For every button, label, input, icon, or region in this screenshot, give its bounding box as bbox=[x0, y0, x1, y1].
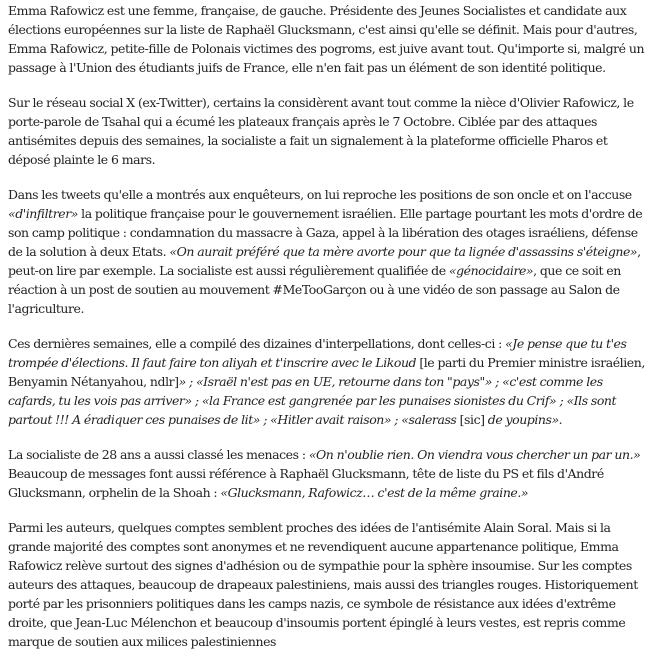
paragraph-tweets bbox=[8, 185, 648, 318]
quote-text: «d'infiltrer» bbox=[8, 206, 78, 221]
paragraph-social-network bbox=[8, 93, 648, 169]
body-text: la politique française pour le gouvernement israélien. Elle partage pourtant les mots d'ordre de son camp politique : condamnation du massacre à Gaza, appel à la libération des otages israéliens, défense de la solution à deux Etats. bbox=[8, 206, 643, 259]
body-text: Parmi les auteurs, quelques comptes semblent proches des idées de l'antisémite Alain Soral. Mais si la grande majorité des comptes sont anonymes et ne revendiquent aucune appartenance politique, Emma Rafowicz relève surtout des signes d'adhésion ou de sympathie pour la sphère insoumise. Sur les comptes auteurs des attaques, beaucoup de drapeaux palestiniens, mais aussi des triangles rouges. Historiquement porté par les prisonniers politiques dans les camps nazis, ce symbole de résistance aux idées d'extrême droite, que Jean-Luc Mélenchon et beaucoup d'insoumis portent épinglé à leurs vestes, est repris comme marque de soutien aux milices palestiniennes bbox=[8, 520, 638, 649]
body-text: [le parti du Premier ministre israélien, Benyamin Nétanyahou, ndlr] bbox=[8, 355, 645, 389]
body-text: Beaucoup de messages font aussi référence à Raphaël Glucksmann, tête de liste du PS et fils d'André Glucksmann, orphelin de la Shoah : bbox=[8, 466, 604, 500]
quote-text: «On n'oublie rien. On viendra vous chercher un par un.» bbox=[308, 447, 641, 462]
quote-text: «génocidaire» bbox=[448, 263, 534, 278]
body-text: Sur le réseau social X (ex-Twitter), certains la considèrent avant tout comme la nièce d'Olivier Rafowicz, le porte-parole de Tsahal qui a écumé les plateaux français après le 7 Octobre. Ciblée par des attaques antisémites depuis des semaines, la socialiste a fait un signalement à la plateforme officielle Pharos et déposé plainte le 6 mars. bbox=[8, 95, 634, 167]
body-text: La socialiste de 28 ans a aussi classé les menaces : bbox=[8, 447, 309, 462]
body-text: Emma Rafowicz est une femme, française, de gauche. Présidente des Jeunes Socialistes et candidate aux élections européennes sur la liste de Raphaël Glucksmann, c'est ainsi qu'elle se définit. Mais pour d'autres, Emma Rafowicz, petite-fille de Polonais victimes des pogroms, est juive avant tout. Qu'importe si, malgré un passage à l'Union des étudiants juifs de France, elle n'en fait pas un élément de son identité politique. bbox=[8, 3, 645, 75]
paragraph-interpellations bbox=[8, 334, 648, 429]
quote-text: » ; «Israël n'est pas en UE, retourne dans ton "pays"» ; «c'est comme les cafards, tu les vois pas arriver» ; «la France est gangrenée par les punaises sionistes du Crif» ; «Ils sont partout !!! A éradiquer ces punaises de lit» ; «Hitler avait raison» ; «salerass bbox=[8, 374, 617, 427]
article-body bbox=[8, 1, 648, 667]
quote-text: «Glucksmann, Rafowicz… c'est de la même graine.» bbox=[220, 485, 529, 500]
quote-text: de youpins». bbox=[487, 412, 563, 427]
quote-text: «On aurait préféré que ta mère avorte pour que ta lignée d'assassins s'éteigne» bbox=[169, 244, 638, 259]
quote-text: «Je pense que tu t'es trompée d'élections. Il faut faire ton aliyah et t'inscrire avec le Likoud bbox=[8, 336, 627, 370]
body-text: , peut-on lire par exemple. La socialiste est aussi régulièrement qualifiée de bbox=[8, 244, 641, 278]
body-text: Ces dernières semaines, elle a compilé des dizaines d'interpellations, dont celles-ci : bbox=[8, 336, 506, 351]
paragraph-intro bbox=[8, 1, 648, 77]
paragraph-threats bbox=[8, 445, 648, 502]
body-text: Dans les tweets qu'elle a montrés aux enquêteurs, on lui reproche les positions de son oncle et on l'accuse bbox=[8, 187, 632, 202]
body-text: , que ce soit en réaction à un post de soutien au mouvement #MeTooGarçon ou à une vidéo de son passage au Salon de l'agriculture. bbox=[8, 263, 621, 316]
body-text: [sic] bbox=[456, 412, 488, 427]
paragraph-authors bbox=[8, 518, 648, 651]
